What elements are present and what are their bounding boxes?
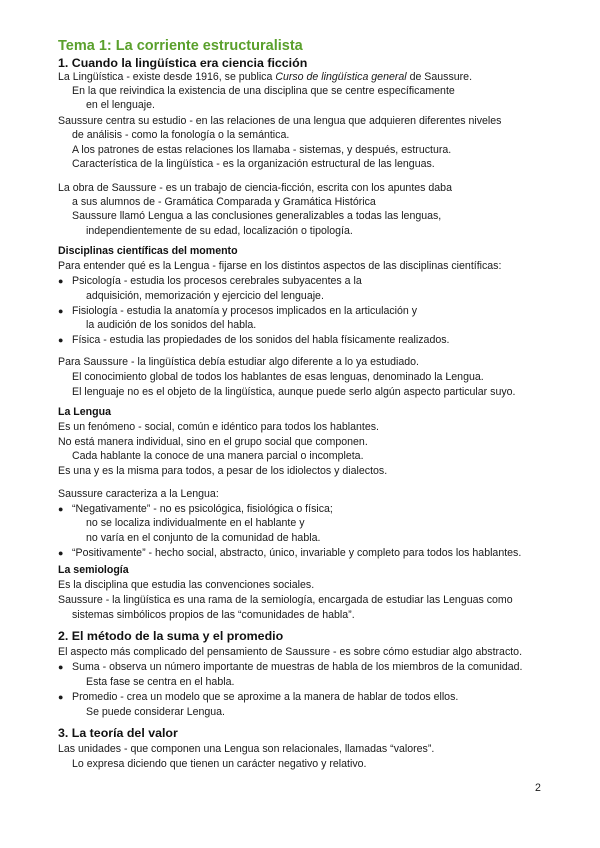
paragraph-line: En la que reivindica la existencia de una disciplina que se centre específicamente bbox=[72, 85, 455, 97]
bullet-icon: ● bbox=[58, 504, 64, 514]
list-item: Fisiología - estudia la anatomía y procesos implicados en la articulación y bbox=[72, 305, 418, 317]
list-item-continuation: no se localiza individualmente en el hablante y bbox=[86, 517, 305, 529]
paragraph-line: Las unidades - que componen una Lengua son relacionales, llamadas “valores”. bbox=[58, 743, 435, 755]
bullet-icon: ● bbox=[58, 335, 64, 345]
paragraph-line: independientemente de su edad, localización o tipología. bbox=[86, 225, 353, 237]
subsection-heading-semiologia: La semiología bbox=[58, 564, 129, 576]
bullet-icon: ● bbox=[58, 276, 64, 286]
paragraph-line: sistemas simbólicos propios de las “comunidades de habla”. bbox=[72, 609, 355, 621]
paragraph-line: Saussure centra su estudio - en las relaciones de una lengua que adquieren diferentes niveles bbox=[58, 115, 502, 127]
text-run: La Lingüística - existe desde 1916, se publica bbox=[58, 71, 276, 83]
paragraph-line: El aspecto más complicado del pensamiento de Saussure - es sobre cómo estudiar algo abstracto. bbox=[58, 646, 523, 658]
bullet-icon: ● bbox=[58, 306, 64, 316]
bullet-icon: ● bbox=[58, 548, 64, 558]
document-title: Tema 1: La corriente estructuralista bbox=[58, 38, 303, 54]
paragraph-line: Lo expresa diciendo que tienen un carácter negativo y relativo. bbox=[72, 758, 367, 770]
section-2-heading: 2. El método de la suma y el promedio bbox=[58, 629, 284, 643]
subsection-heading-lengua: La Lengua bbox=[58, 406, 111, 418]
paragraph-line: A los patrones de estas relaciones los llamaba - sistemas, y después, estructura. bbox=[72, 144, 452, 156]
list-item: Promedio - crea un modelo que se aproxime a la manera de hablar de todos ellos. bbox=[72, 691, 459, 703]
paragraph-line: Saussure llamó Lengua a las conclusiones generalizables a todas las lenguas, bbox=[72, 210, 442, 222]
paragraph-line: a sus alumnos de - Gramática Comparada y Gramática Histórica bbox=[72, 196, 376, 208]
list-item: Suma - observa un número importante de muestras de habla de los miembros de la comunidad. bbox=[72, 661, 523, 673]
list-item: Física - estudia las propiedades de los sonidos del habla físicamente realizados. bbox=[72, 334, 450, 346]
section-3-heading: 3. La teoría del valor bbox=[58, 726, 178, 740]
list-item: “Negativamente” - no es psicológica, fisiológica o física; bbox=[72, 503, 333, 515]
text-run: de Saussure. bbox=[406, 71, 473, 83]
list-item-continuation: no varía en el conjunto de la comunidad de habla. bbox=[86, 532, 321, 544]
paragraph-line: Cada hablante la conoce de una manera parcial o incompleta. bbox=[72, 450, 364, 462]
paragraph-line bbox=[58, 70, 472, 84]
paragraph-line: Saussure caracteriza a la Lengua: bbox=[58, 488, 219, 500]
bullet-icon: ● bbox=[58, 662, 64, 672]
subsection-heading-disciplinas: Disciplinas científicas del momento bbox=[58, 245, 238, 257]
book-title-italic: Curso de lingüística general bbox=[275, 71, 407, 83]
list-item-continuation: adquisición, memorización y ejercicio del lenguaje. bbox=[86, 290, 324, 302]
bullet-icon: ● bbox=[58, 692, 64, 702]
paragraph-line: Es una y es la misma para todos, a pesar de los idiolectos y dialectos. bbox=[58, 465, 388, 477]
list-item-continuation: Esta fase se centra en el habla. bbox=[86, 676, 235, 688]
paragraph-line: La obra de Saussure - es un trabajo de ciencia-ficción, escrita con los apuntes daba bbox=[58, 182, 452, 194]
section-1-heading: 1. Cuando la lingüística era ciencia ficción bbox=[58, 56, 308, 70]
paragraph-line: El conocimiento global de todos los hablantes de esas lenguas, denominado la Lengua. bbox=[72, 371, 484, 383]
list-item-continuation: Se puede considerar Lengua. bbox=[86, 706, 226, 718]
paragraph-line: No está manera individual, sino en el grupo social que componen. bbox=[58, 436, 368, 448]
paragraph-line: Saussure - la lingüística es una rama de la semiología, encargada de estudiar las Lenguas como bbox=[58, 594, 513, 606]
list-item-continuation: la audición de los sonidos del habla. bbox=[86, 319, 257, 331]
page-number: 2 bbox=[535, 782, 541, 794]
paragraph-line: de análisis - como la fonología o la semántica. bbox=[72, 129, 290, 141]
list-item: “Positivamente” - hecho social, abstracto, único, invariable y completo para todos los hablantes. bbox=[72, 547, 522, 559]
paragraph-line: Característica de la lingüística - es la organización estructural de las lenguas. bbox=[72, 158, 435, 170]
paragraph-line: Para entender qué es la Lengua - fijarse en los distintos aspectos de las disciplinas científicas: bbox=[58, 260, 502, 272]
list-item: Psicología - estudia los procesos cerebrales subyacentes a la bbox=[72, 275, 362, 287]
paragraph-line: Es un fenómeno - social, común e idéntico para todos los hablantes. bbox=[58, 421, 379, 433]
paragraph-line: El lenguaje no es el objeto de la lingüística, aunque puede serlo algún aspecto particular suyo. bbox=[72, 386, 516, 398]
paragraph-line: Para Saussure - la lingüística debía estudiar algo diferente a lo ya estudiado. bbox=[58, 356, 419, 368]
paragraph-line: en el lenguaje. bbox=[86, 99, 155, 111]
paragraph-line: Es la disciplina que estudia las convenciones sociales. bbox=[58, 579, 315, 591]
